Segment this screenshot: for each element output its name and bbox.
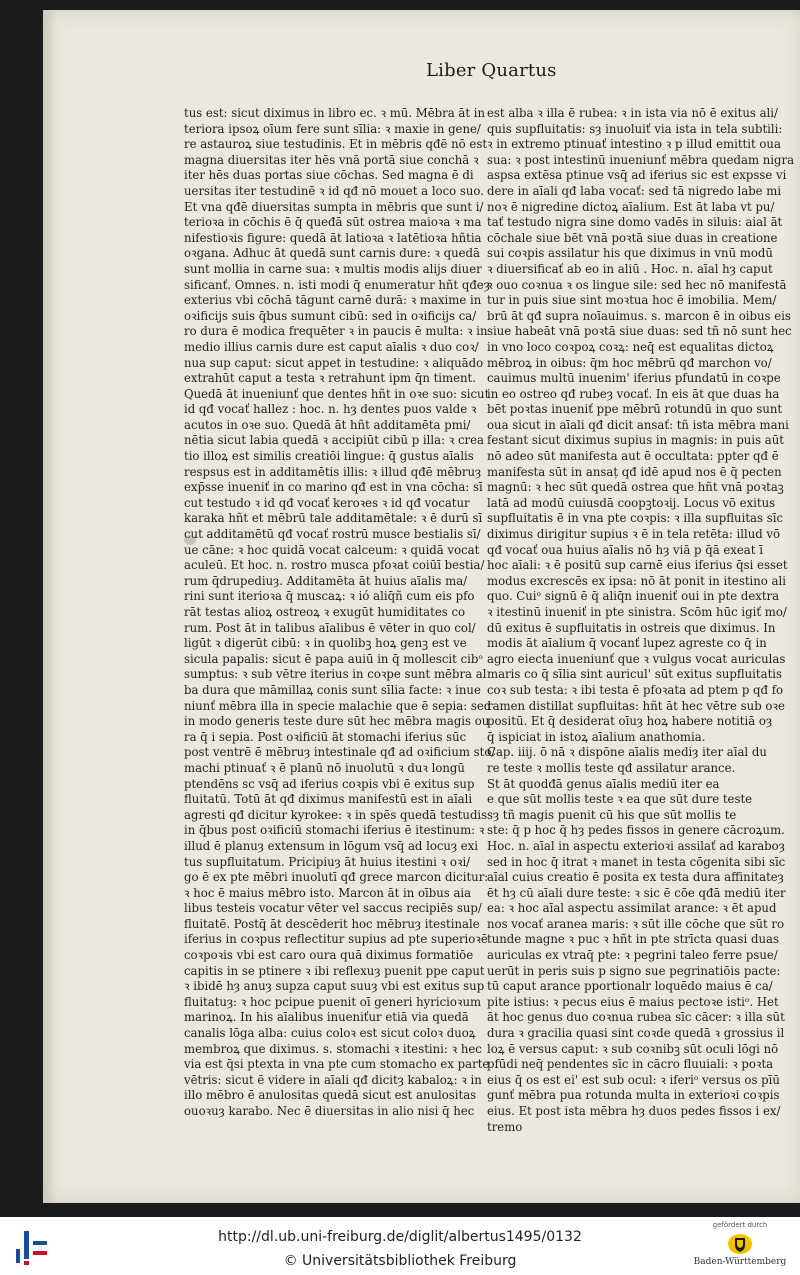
text-line: aīal cuius creatio ē posita ex testa dura affinitateȝ [487,870,784,885]
text-line: uerūt in peris suis p signo sue pegrinatiōis pacte: [487,963,781,978]
state-crest-icon [727,1233,753,1255]
text-line: iter hēs duas portas siue cōchas. Sed magna ē di [184,168,474,183]
text-line: ra q̄ i sepia. Post oꝛificiū āt stomachi iferius sūc [184,729,467,744]
text-line: positū. Et q̄ desiderat oīuȝ hoꝝ habere notitiā oȝ [487,714,773,729]
text-line: tio illoꝝ est similis creatiōi lingue: q̄ gustus aīalis [184,449,474,464]
text-line: sunt mollia in carne sua: ꝛ multis modis alijs diuer [184,261,482,276]
text-line: vētris: sicut ē videre in aīali qđ dicitȝ kabaloꝝ: ꝛ in [184,1072,482,1087]
text-line: sificanť. Omnes. n. isti modi q̄ enumeratur hñt qđeȝ [184,277,490,292]
text-line: id qđ vocať hallez : hoc. n. hȝ dentes puos valde ꝛ [184,402,477,417]
text-line: rini sunt iterioꝛa q̄ muscaꝝ: ꝛ ió aliq̄ñ cum eis pfo [184,589,475,604]
text-line: q̄ ispiciat in istoꝝ aīalium anathomia. [487,729,706,744]
text-line: rum. Post āt in talibus aīalibus ē vēter in quo col/ [184,620,476,635]
text-line: modus excrescēs ex ipsa: nō āt ponit in itestino ali [487,573,786,588]
text-line: cōchale siue bēt vnā poꝛtā siue duas in creatione [487,230,778,245]
text-line: go ē ex pte mēbri inuolutī qđ grece marcon dicitur: [184,870,489,885]
text-line: uersitas iter testudinē ꝛ id qđ nō mouet a loco suo. [184,183,484,198]
text-line: fluitatuȝ: ꝛ hoc pcipue puenit oī generi hyricioꝛum [184,994,482,1009]
text-line: magnū: ꝛ hec sūt quedā ostrea que hñt vnā poꝛtaꝫ [487,480,784,495]
text-line: canalis lōga alba: cuius coloꝛ est sicut coloꝛ duoꝝ [184,1026,476,1041]
text-line: acutos in oꝛe suo. Quedā āt hñt additamēta pmi/ [184,417,471,432]
text-line: re teste ꝛ mollis teste qđ assilatur arance. [487,760,736,775]
text-line: tus supfluitatum. Pricipiuȝ āt huius itestini ꝛ oꝛi/ [184,854,471,869]
text-line: eius q̄ os est ei' est sub ocul: ꝛ iferiᵒ versus os pīū [487,1072,780,1087]
sponsor-label: gefördert durch [712,1221,768,1229]
text-line: tus est: sicut diximus in libro ec. ꝛ mū. Mēbra āt in [184,106,486,120]
text-line: sumptus: ꝛ sub vētre iterius in coꝛpe sunt mēbra al [184,667,487,682]
text-line: fluitatū. Totū āt qđ diximus manifestū est in aīali [184,792,473,807]
text-line: fluitatē. Postq̄ āt descēderit hoc mēbruȝ itestinale [184,916,480,931]
text-line: ptendēns sc vsq̄ ad iferius coꝛpis vbi ē exitus sup [184,776,475,791]
text-line: illud ē planuȝ extensum in lōgum vsq̄ ad locuȝ exi [184,838,479,853]
sponsor-name: Baden-Württemberg [693,1257,787,1267]
text-line: machi ptinuať ꝛ ē planū nō inuolutū ꝛ duꝛ longū [184,760,465,775]
text-line: tunde magne ꝛ puc ꝛ hñt in pte strīcta quasi duas [487,932,779,947]
text-line: auriculas ex vtraq̄ pte: ꝛ pegrini taleo ferre psue/ [487,948,778,963]
text-line: ligūt ꝛ digerūt cibū: ꝛ in quolibꝫ hoꝝ genꝫ est ve [184,636,467,651]
text-line: nua sup caput: sicut appet in testudine: ꝛ aliquādo [184,355,484,370]
text-line: exterius vbi cōchā tāgunt carnē durā: ꝛ maxime in [184,293,482,308]
text-line: supfluitatis ē in vna pte coꝛpis: ꝛ illa supfluitas sīc [487,511,783,526]
text-line: e que sūt mollis teste ꝛ ea que sūt dure teste [487,792,753,807]
text-line: ramen distillat supfluitas: hñt āt hec vētre sub oꝛe [487,698,785,713]
text-line: diximus dirigitur supius ꝛ ē in tela retēta: illud vō [487,527,781,542]
text-column-right [487,106,797,1135]
text-line: ꝛ diuersificať ab eo in aliū . Hoc. n. aīal hȝ caput [487,261,773,276]
text-line: ba dura que māmillaꝝ conis sunt sīlia facte: ꝛ inue [184,682,481,697]
text-line: extrahūt caput a testa ꝛ retrahunt ipm q̄n timent. [184,371,476,386]
sponsor-block [690,1221,790,1267]
text-line: oꝛificijs suis q̄bus sumunt cibū: sed in oꝛificijs ca/ [184,308,477,323]
text-line: re astauroꝝ siue testudinis. Et in mēbris qđē nō est [184,137,488,152]
running-head: Liber Quartus [426,60,557,81]
paper-stain [184,535,196,545]
text-line: quis supfluitatis: sȝ inuoluiť via ista in tela subtili: [487,121,783,136]
text-line: libus testeis vocatur vēter vel saccus recipiēs sup/ [184,901,482,916]
text-line: Et vna qđē diuersitas sumpta in mēbris que sunt i/ [184,199,484,214]
text-line: ꝛ ibidē hȝ anuȝ supza caput suuȝ vbi est exitus sup [184,979,485,994]
text-line: manifesta sūt in ansaț qđ idē apud nos ē q̄ pecten [487,464,782,479]
text-line: Cap. iiij. ō nā ꝛ dispōne aīalis mediȝ iter aīal du [487,745,767,760]
text-line: ēt hȝ cū aīali dure teste: ꝛ sic ē cōe qđā mediū iter [487,885,786,900]
text-line: siue habeāt vnā poꝛtā siue duas: sed tñ nō sunt hec [487,324,792,339]
text-line: tur in puis siue sint moꝛtua hoc ē imobilia. Mem/ [487,293,777,308]
text-line: iferius in coꝛpus reflectitur supius ad pte superioꝛē [184,932,488,947]
text-line: latā ad modū cuiusdā coopꝫtoꝛij. Locus vō exitus [487,495,776,510]
text-line: pfūdi neq̄ pendentes sīc in cācro fluuiali: ꝛ poꝛta [487,1057,774,1072]
footer-bar [0,1217,800,1275]
text-line: nifestioꝛis figure: quedā āt latioꝛa ꝛ latētioꝛa hñtia [184,230,482,245]
text-line: tremo [487,1119,523,1134]
text-line: brū āt qđ supra noīauimus. s. marcon ē in oibus eis [487,308,791,323]
text-line: Quedā āt inueniunť que dentes hñt in oꝛe suo: sicut [184,386,490,401]
text-line: nō adeo sūt manifesta aut ē occultata: ppter qđ ē [487,449,779,464]
text-line: pite istius: ꝛ pecus eius ē maius pectoꝛe istiᵒ. Het [487,994,779,1009]
text-line: St āt quodđā genus aīalis mediū iter ea [487,776,720,791]
text-line: agro eiecta inueniunť que ꝛ vulgus vocat auriculas [487,651,786,666]
text-line: capitis in se ptinere ꝛ ibi reflexuȝ puenit ppe caput [184,963,485,978]
text-line: hoc aīali: ꝛ ē positū sup carnē eius iferius q̄si esset [487,558,788,573]
text-line: nētia sicut labia quedā ꝛ accipiūt cibū p illa: ꝛ crea [184,433,485,448]
text-line: sui coꝛpis assilatur his que diximus in vnū modū [487,246,773,261]
text-line: ꝛ itestinū inueniť in pte sinistra. Scōm hūc igiť mo/ [487,605,787,619]
text-line: loꝝ ē versus caput: ꝛ sub coꝛnibꝫ sūt oculi lōgi nō [487,1041,779,1056]
text-line: marinoꝝ. In his aīalibus inueniťur etiā via quedā [184,1010,469,1025]
text-line: quo. Cuiᵒ signū ē q̄ aliq̄n inueniť oui in pte dextra [487,589,780,604]
text-line: in q̄bus post oꝛificiū stomachi iferius ē itestinum: ꝛ [184,823,485,838]
text-line: tať testudo nigra sine domo vadēs in siluis: aial āt [487,215,783,230]
text-line: rum q̄drupediuȝ. Additamēta āt huius aīalis ma/ [184,573,468,588]
text-line: oua sicut in aīali qđ dicit ansať: tñ ista mēbra mani [487,417,789,432]
text-line: ue cāne: ꝛ hoc quidā vocat calceum: ꝛ quidā vocat [184,542,480,557]
text-line: cut testudo ꝛ id qđ vocať keroꝛes ꝛ id qđ vocatur [184,495,470,510]
text-line: membroꝝ que diximus. s. stomachi ꝛ itestini: ꝛ hec [184,1041,482,1056]
text-line: sua: ꝛ post intestinū inueniunť mēbra quedam nigra [487,152,795,167]
text-line: gunť mēbra pua rotunda multa in exterioꝛi coꝛpis [487,1088,780,1103]
text-line: sȝ tñ magis puenit cū his que sūt mollis te [487,807,737,822]
text-line: coꝛ sub testa: ꝛ ibi testa ē pfoꝛata ad ptem p qđ fo [487,682,784,697]
text-line: medio illius carnis dure est caput aīalis ꝛ duo coꝛ/ [184,339,479,354]
text-line: maris co q̄ sīlia sint auricul' sūt exitus supfluitatis [487,667,782,682]
text-line: agresti qđ dicitur kyrokee: ꝛ in spēs quedā testudis [184,807,488,822]
text-line: ea: ꝛ hoc aīal aspectu assimilat arance: ꝛ ēt apud [487,901,777,916]
text-line: dere in aīali qđ laba vocať: sed tā nigredo labe mi [487,183,782,198]
text-line: in eo ostreo qđ rubeȝ vocať. In eis āt que duas ha [487,386,780,401]
text-line: in vno loco coꝛpoꝝ coꝛꝝ: neq̄ est equalitas dictoꝝ [487,339,774,354]
text-line: nos vocať aranea maris: ꝛ sūt ille cōche que sūt ro [487,916,785,931]
text-line: ꝛ ouo coꝛnua ꝛ os lingue sile: sed hec nō manifestā [487,277,787,292]
text-line: tū caput arance pportionalr loquēdo maius ē ca/ [487,979,773,994]
text-line: eius. Et post ista mēbra hȝ duos pedes fissos i ex/ [487,1104,781,1118]
text-line: via est q̄si ptexta in vna pte cum stomacho ex parte [184,1057,490,1072]
text-line: ꝛ hoc ē maius mēbro isto. Marcon āt in oībus aia [184,885,472,900]
text-column-left [184,106,494,1120]
text-line: cut additamētū qđ vocať rostrū musce bestialis sī/ [184,527,481,542]
text-line: rāt testas alioꝝ ostreoꝝ ꝛ exugūt humiditates co [184,605,466,619]
text-line: noꝛ ē nigredine dictoꝝ aīalium. Est āt laba vt pu/ [487,199,775,214]
text-line: respsus est in additamētis illis: ꝛ illud qđē mēbruȝ [184,464,482,479]
text-line: coꝛpoꝛis vbi est caro oura quā diximus formatiōe [184,948,474,963]
text-line: terioꝛa in cōchis ē q̄ queđā sūt ostrea maioꝛa ꝛ ma [184,215,482,230]
text-line: cauimus multū inuenim' iferius pfundatū in coꝛpe [487,371,781,386]
text-line: festant sicut diximus supius in magnis: in puis aūt [487,433,784,448]
text-line: sed in hoc q̄ itrat ꝛ manet in testa cōgenita sibi sīc [487,854,786,869]
text-line: est alba ꝛ illa ē rubea: ꝛ in ista via nō ē exitus ali/ [487,106,778,120]
text-line: aspsa extēsa ptinue vsq̄ ad iferius sic est expsse vi [487,168,787,183]
text-line: teriora ipsoꝝ oīum fere sunt sīlia: ꝛ maxie in gene/ [184,121,481,136]
text-line: in modo generis teste dure sūt hec mēbra magis ou [184,714,490,729]
text-line: aculeū. Et hoc. n. rostro musca pfoꝛat coiūī bestia/ [184,558,485,573]
text-line: Hoc. n. aīal in aspectu exterioꝛi assilať ad karaboȝ [487,838,785,853]
text-line: dura ꝛ gracilia quasi sint coꝛde quedā ꝛ grossius il [487,1026,785,1041]
text-line: āt hoc genus duo coꝛnua rubea sīc cācer: ꝛ illa sūt [487,1010,785,1025]
text-line: niunť mēbra illa in specie malachie que ē sepia: sed [184,698,492,713]
text-line: ꝛ in extremo ptinuať intestino ꝛ p illud emittit oua [487,137,781,152]
text-line: karaka hñt et mēbrū tale additamētale: ꝛ ē durū sī [184,511,483,526]
text-line: exp̄sse inueniť in co marino qđ est in vna cōcha: sī [184,480,483,495]
text-line: ro dura ē modica frequēter ꝛ in paucis ē multa: ꝛ in [184,324,488,339]
text-line: magna diuersitas iter hēs vnā portā siue conchā ꝛ [184,152,479,167]
text-line: mēbroꝝ in oibus: q̄m hoc mēbrū qđ marchon vo/ [487,355,772,370]
text-line: sicula papalis: sicut ē papa auiū in q̄ mollescit cibᵒ [184,651,483,666]
text-line: illo mēbro ē anulositas quedā sicut est anulositas [184,1088,477,1103]
text-line: post ventrē ē mēbruȝ intestinale qđ ad oꝛificium sto/ [184,745,496,760]
text-line: qđ vocať oua huius aīalis nō hȝ viā p q̄ā exeat ī [487,542,763,557]
book-page [43,10,800,1203]
copyright-notice: © Universitätsbibliothek Freiburg [283,1253,517,1269]
document-url-link[interactable]: http://dl.ub.uni-freiburg.de/diglit/albertus1495/0132 [218,1229,582,1245]
text-line: oꝛgana. Adhuc āt quedā sunt carnis dure: ꝛ quedā [184,246,480,261]
text-line: ouoꝛuȝ karabo. Nec ē diuersitas in alio nisi q̄ hec [184,1104,475,1118]
text-line: modis āt aīalium q̄ vocanť lupez agreste co q̄ in [487,636,767,651]
text-line: bēt poꝛtas inueniť ppe mēbrū rotundū in quo sunt [487,402,783,417]
text-line: ste: q̄ p hoc q̄ hȝ pedes fissos in genere cācroꝝum. [487,823,785,838]
text-line: dū exitus ē supfluitatis in ostreis que diximus. In [487,620,776,635]
